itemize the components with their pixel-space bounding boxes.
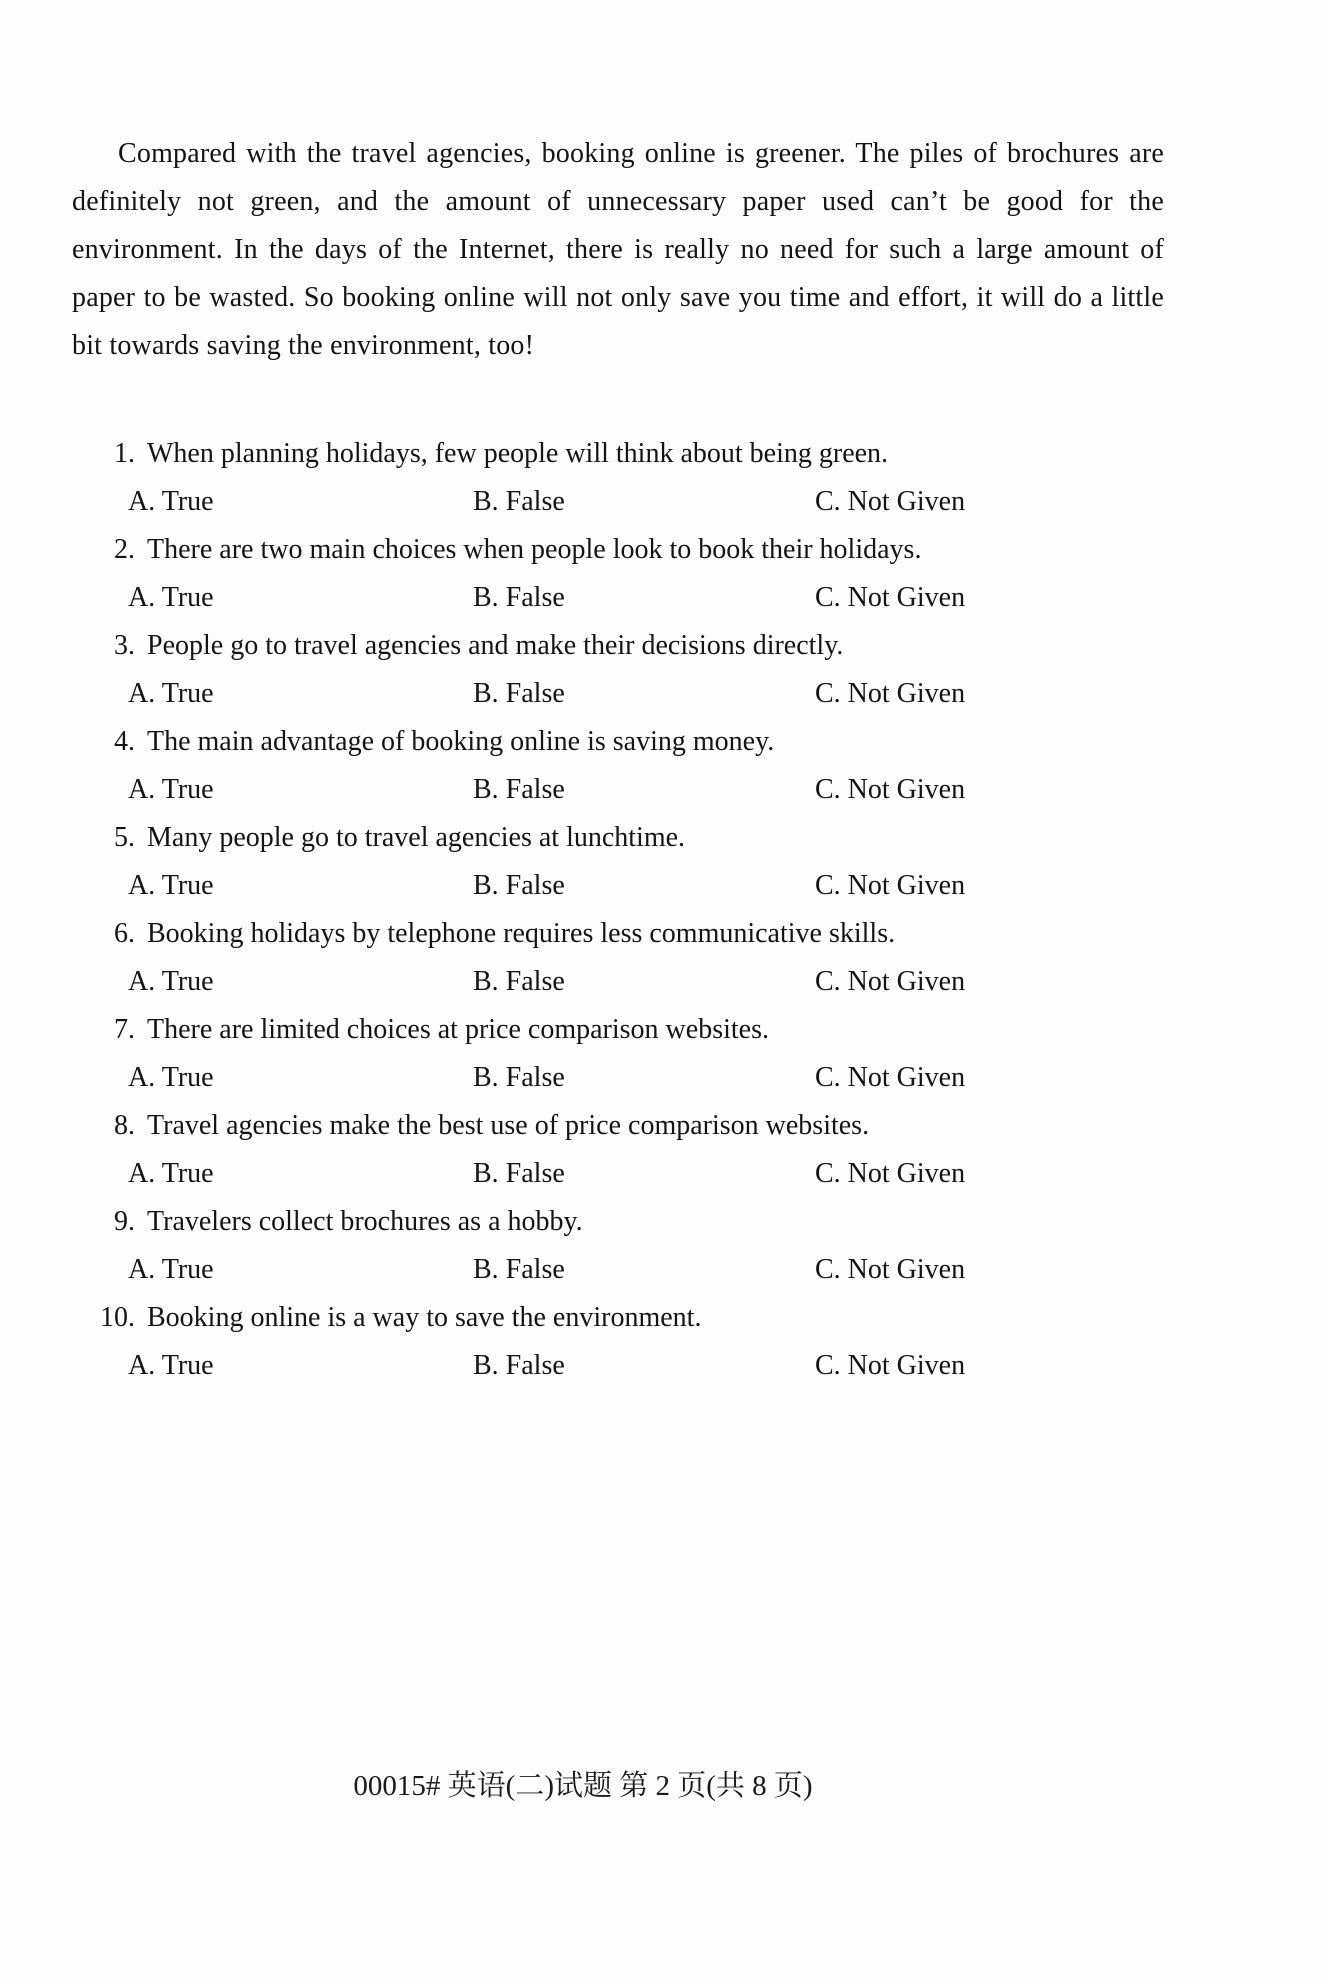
option-a: A. True bbox=[128, 1062, 214, 1093]
question-number: 8. bbox=[114, 1110, 135, 1141]
question-number: 9. bbox=[114, 1206, 135, 1237]
option-c: C. Not Given bbox=[815, 870, 966, 901]
option-a: A. True bbox=[128, 486, 214, 517]
question-item-6 bbox=[88, 910, 1188, 1006]
option-c: C. Not Given bbox=[815, 1350, 966, 1381]
option-b: B. False bbox=[473, 678, 565, 709]
option-c: C. Not Given bbox=[815, 678, 966, 709]
question-text: There are limited choices at price comparison websites. bbox=[147, 1014, 769, 1045]
option-b: B. False bbox=[473, 966, 565, 997]
option-b: B. False bbox=[473, 582, 565, 613]
question-number: 10. bbox=[100, 1302, 135, 1333]
question-item-4 bbox=[88, 718, 1188, 814]
question-number: 7. bbox=[114, 1014, 135, 1045]
question-number: 4. bbox=[114, 726, 135, 757]
page-footer: 00015# 英语(二)试题 第 2 页(共 8 页) bbox=[353, 1770, 813, 1802]
question-text: Booking holidays by telephone requires less communicative skills. bbox=[147, 918, 896, 949]
option-b: B. False bbox=[473, 870, 565, 901]
question-item-9 bbox=[88, 1198, 1188, 1294]
option-a: A. True bbox=[128, 582, 214, 613]
question-item-3 bbox=[88, 622, 1188, 718]
question-item-10 bbox=[88, 1294, 1188, 1390]
question-item-2 bbox=[88, 526, 1188, 622]
option-b: B. False bbox=[473, 486, 565, 517]
question-text: There are two main choices when people look to book their holidays. bbox=[147, 534, 922, 565]
question-number: 5. bbox=[114, 822, 135, 853]
option-c: C. Not Given bbox=[815, 1254, 966, 1285]
option-c: C. Not Given bbox=[815, 1062, 966, 1093]
question-text: When planning holidays, few people will think about being green. bbox=[147, 438, 889, 469]
option-c: C. Not Given bbox=[815, 774, 966, 805]
option-b: B. False bbox=[473, 1158, 565, 1189]
option-c: C. Not Given bbox=[815, 966, 966, 997]
question-item-1 bbox=[88, 430, 1188, 526]
question-text: Travelers collect brochures as a hobby. bbox=[147, 1206, 583, 1237]
questions-list bbox=[88, 430, 1188, 1390]
question-text: The main advantage of booking online is saving money. bbox=[147, 726, 775, 757]
option-c: C. Not Given bbox=[815, 486, 966, 517]
option-c: C. Not Given bbox=[815, 582, 966, 613]
question-text: Many people go to travel agencies at lunchtime. bbox=[147, 822, 686, 853]
option-a: A. True bbox=[128, 1158, 214, 1189]
option-b: B. False bbox=[473, 1350, 565, 1381]
option-a: A. True bbox=[128, 774, 214, 805]
option-a: A. True bbox=[128, 870, 214, 901]
option-c: C. Not Given bbox=[815, 1158, 966, 1189]
option-a: A. True bbox=[128, 678, 214, 709]
option-a: A. True bbox=[128, 966, 214, 997]
option-b: B. False bbox=[473, 774, 565, 805]
question-item-7 bbox=[88, 1006, 1188, 1102]
question-text: Travel agencies make the best use of price comparison websites. bbox=[147, 1110, 870, 1141]
question-number: 1. bbox=[114, 438, 135, 469]
question-number: 3. bbox=[114, 630, 135, 661]
question-item-5 bbox=[88, 814, 1188, 910]
question-text: People go to travel agencies and make their decisions directly. bbox=[147, 630, 844, 661]
question-text: Booking online is a way to save the environment. bbox=[147, 1302, 702, 1333]
question-item-8 bbox=[88, 1102, 1188, 1198]
option-a: A. True bbox=[128, 1350, 214, 1381]
option-b: B. False bbox=[473, 1062, 565, 1093]
question-number: 2. bbox=[114, 534, 135, 565]
question-number: 6. bbox=[114, 918, 135, 949]
reading-passage: Compared with the travel agencies, booking online is greener. The piles of brochures are definitely not green, and the amount of unnecessary paper used can’t be good for the environment. In the days of the Internet, there is really no need for such a large amount of paper to be wasted. So booking online will not only save you time and effort, it will do a little bit towards saving the environment, too! bbox=[72, 138, 1164, 361]
option-b: B. False bbox=[473, 1254, 565, 1285]
option-a: A. True bbox=[128, 1254, 214, 1285]
